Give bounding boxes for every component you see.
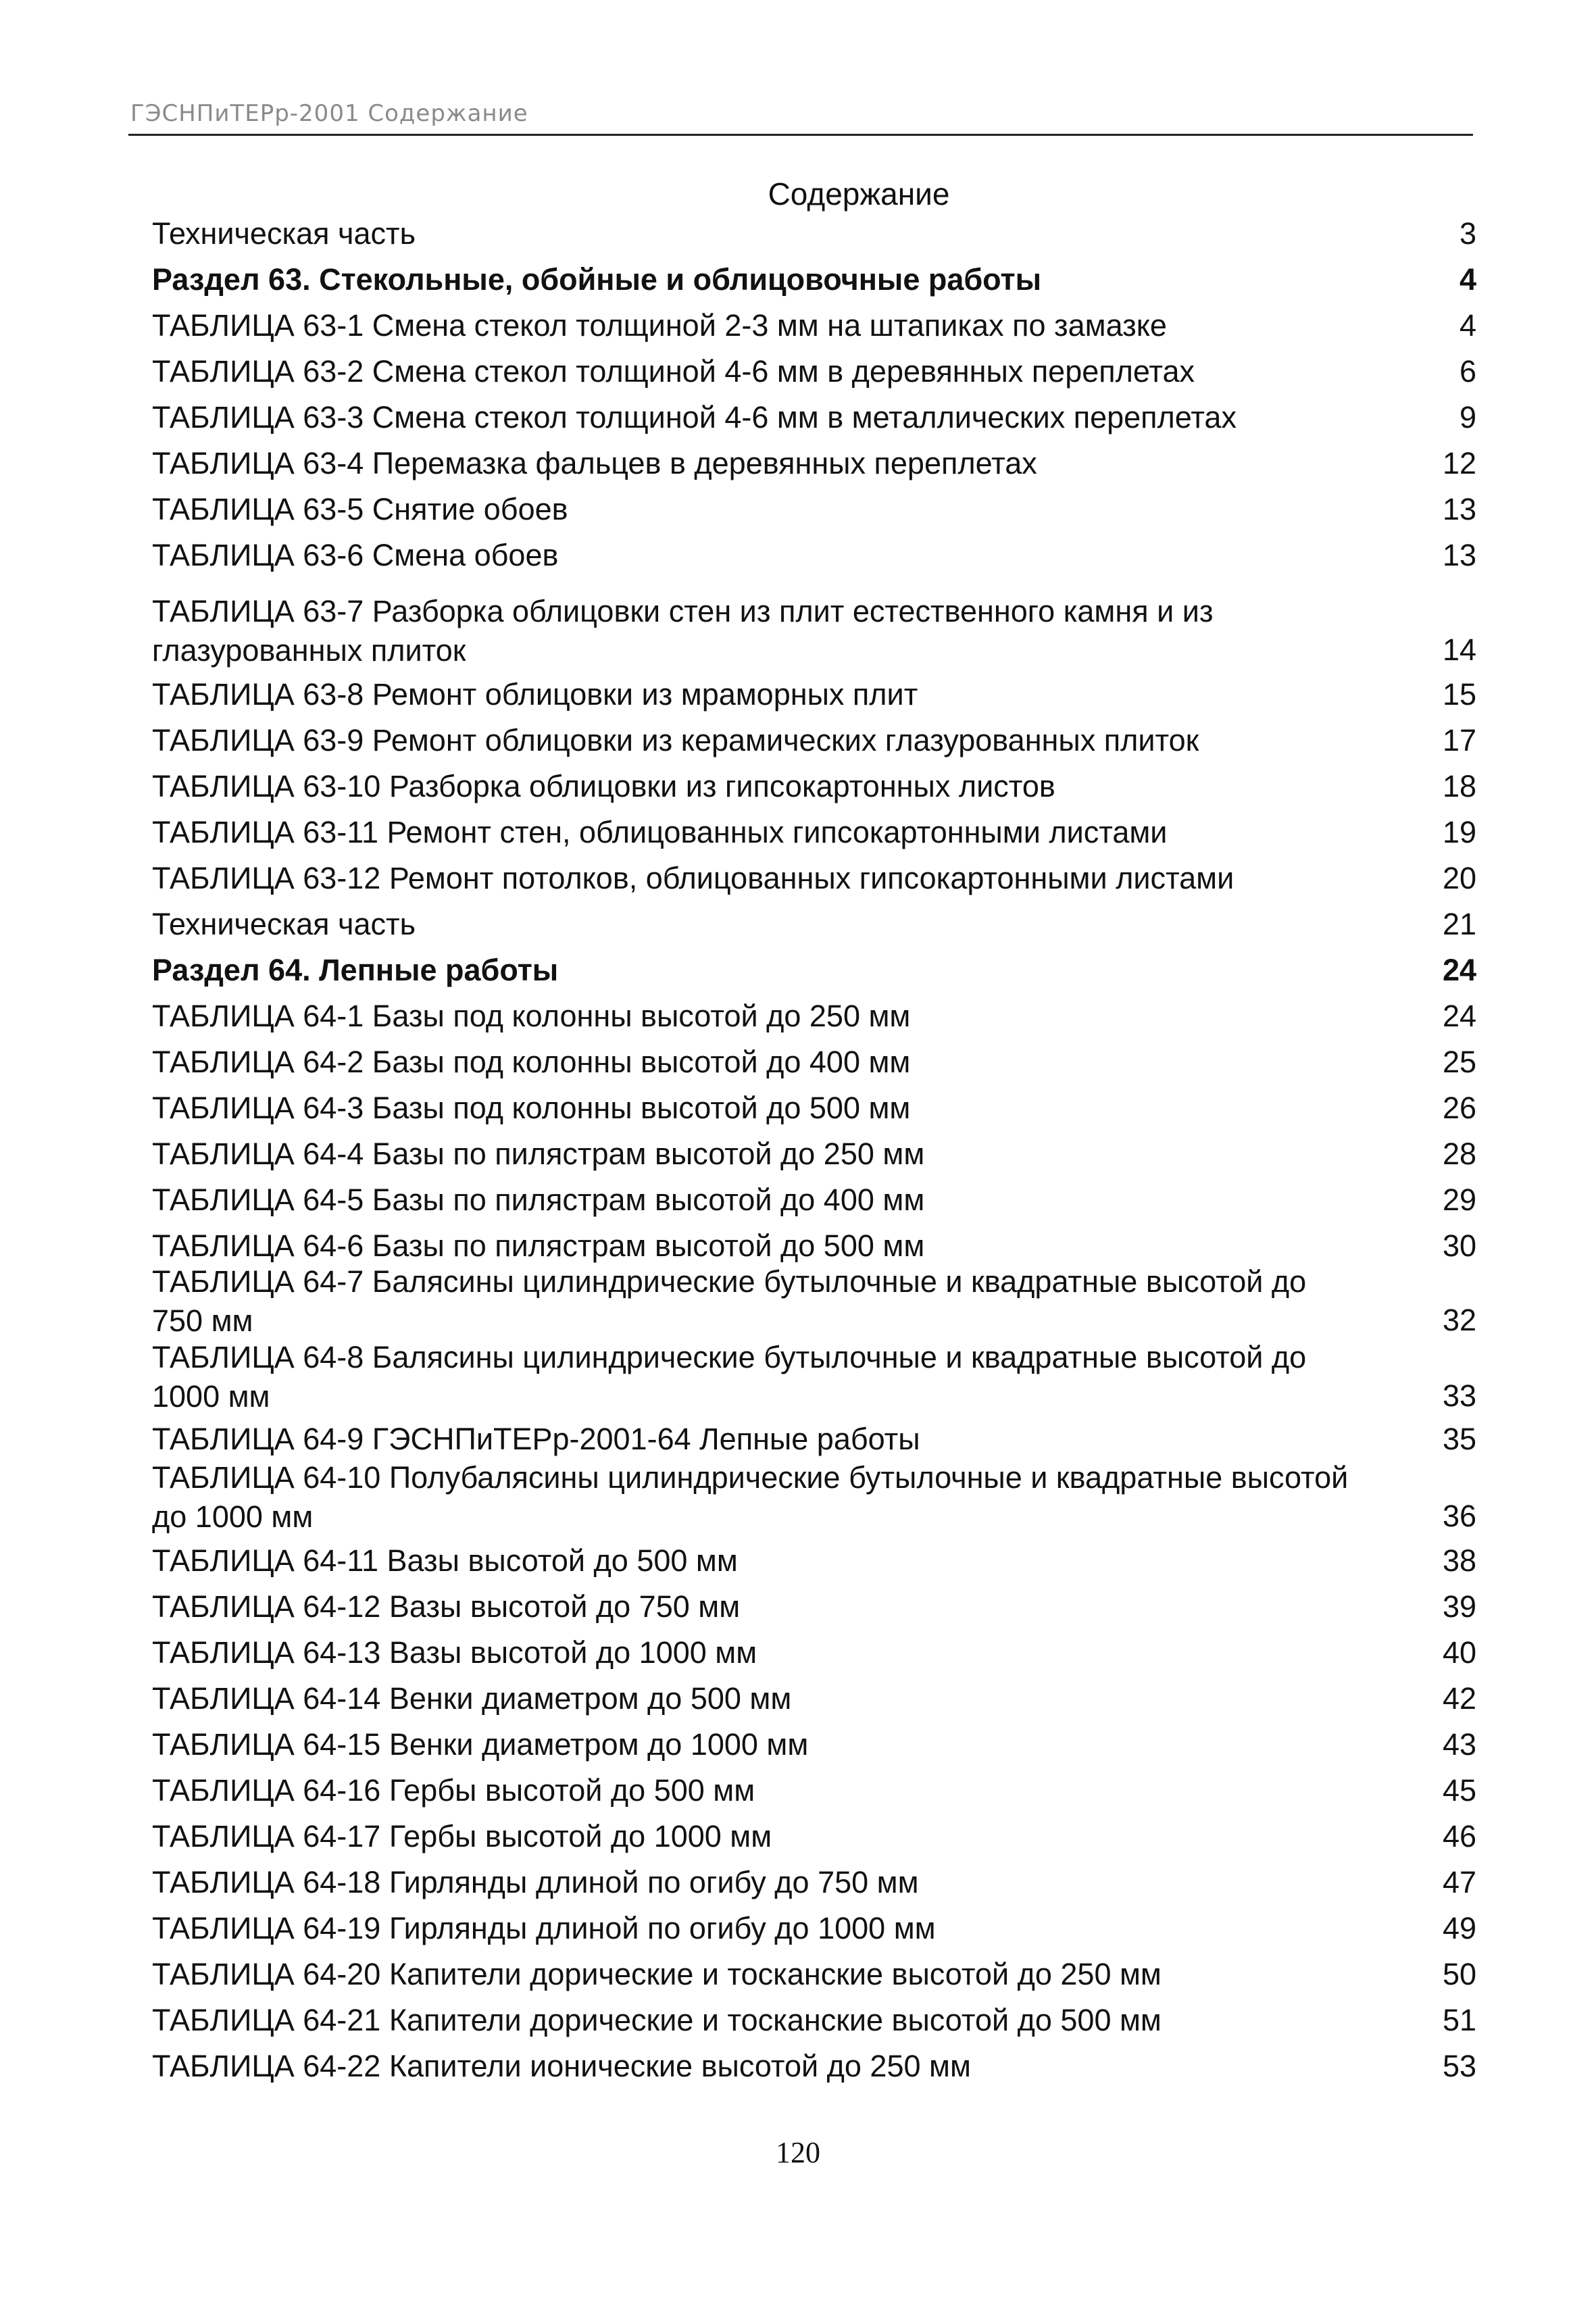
toc-entry-page: 42: [1442, 1681, 1476, 1716]
toc-entry-page: 4: [1459, 308, 1476, 343]
toc-entry-title: ТАБЛИЦА 63-2 Смена стекол толщиной 4-6 мм в деревянных переплетах: [152, 354, 1195, 389]
toc-entry-title: ТАБЛИЦА 64-1 Базы под колонны высотой до 250 мм: [152, 999, 911, 1033]
toc-entry-title: ТАБЛИЦА 64-2 Базы под колонны высотой до 400 мм: [152, 1045, 911, 1079]
toc-entry-page: 38: [1442, 1543, 1476, 1578]
toc-entry-page: 46: [1442, 1819, 1476, 1853]
toc-entry-page: 13: [1442, 538, 1476, 572]
toc-entry-title: ТАБЛИЦА 64-19 Гирлянды длиной по огибу до 1000 мм: [152, 1911, 936, 1945]
toc-entry-page: 39: [1442, 1589, 1476, 1624]
toc-entry-page: 43: [1442, 1727, 1476, 1762]
toc-entry-title: ТАБЛИЦА 63-3 Смена стекол толщиной 4-6 мм в металлических переплетах: [152, 400, 1237, 434]
toc-entry-page: 40: [1442, 1635, 1476, 1670]
toc-entry-page: 32: [1442, 1303, 1476, 1337]
page-number: 120: [776, 2136, 820, 2169]
toc-entry-title: Техническая часть: [152, 907, 416, 941]
toc-entry-title: ТАБЛИЦА 64-18 Гирлянды длиной по огибу до 750 мм: [152, 1865, 919, 1899]
toc-entry-page: 30: [1442, 1228, 1476, 1263]
toc-entry-title: ТАБЛИЦА 64-5 Базы по пилястрам высотой до 400 мм: [152, 1183, 925, 1217]
toc-entry-page: 14: [1442, 632, 1476, 667]
toc-entry-title: ТАБЛИЦА 64-10 Полубалясины цилиндрические бутылочные и квадратные высотой до 1000 мм: [152, 1460, 1349, 1534]
toc-entry-page: 28: [1442, 1137, 1476, 1171]
toc-entry-title: ТАБЛИЦА 64-22 Капители ионические высотой до 250 мм: [152, 2049, 971, 2083]
toc-entry-title: ТАБЛИЦА 63-8 Ремонт облицовки из мраморных плит: [152, 677, 918, 712]
toc-entry-title: ТАБЛИЦА 63-9 Ремонт облицовки из керамических глазурованных плиток: [152, 723, 1199, 757]
toc-entry-page: 20: [1442, 861, 1476, 895]
toc-entry-page: 50: [1442, 1957, 1476, 1991]
toc-entry-page: 6: [1459, 354, 1476, 389]
toc-entry-page: 25: [1442, 1045, 1476, 1079]
toc-entry-page: 24: [1442, 953, 1476, 987]
toc-entry-title: ТАБЛИЦА 64-13 Вазы высотой до 1000 мм: [152, 1635, 757, 1670]
toc-entry-page: 36: [1442, 1499, 1476, 1533]
toc-entry-page: 3: [1459, 216, 1476, 251]
toc-entry-title: ТАБЛИЦА 63-7 Разборка облицовки стен из плит естественного камня и из глазурованных плиток: [152, 594, 1214, 668]
toc-entry-title: ТАБЛИЦА 64-6 Базы по пилястрам высотой до 500 мм: [152, 1228, 925, 1263]
toc-entry-title: ТАБЛИЦА 63-4 Перемазка фальцев в деревянных переплетах: [152, 446, 1037, 480]
toc-entry-title: ТАБЛИЦА 63-10 Разборка облицовки из гипсокартонных листов: [152, 769, 1055, 803]
toc-entry-page: 12: [1442, 446, 1476, 480]
toc-entry-page: 17: [1442, 723, 1476, 757]
toc-entry-title: ТАБЛИЦА 64-11 Вазы высотой до 500 мм: [152, 1543, 738, 1578]
toc-entry-page: 29: [1442, 1183, 1476, 1217]
running-header: ГЭСНПиТЕРр-2001 Содержание: [130, 100, 528, 127]
toc-entry-title: ТАБЛИЦА 64-14 Венки диаметром до 500 мм: [152, 1681, 792, 1716]
toc-entry-page: 45: [1442, 1773, 1476, 1808]
toc-entry-title: ТАБЛИЦА 64-12 Вазы высотой до 750 мм: [152, 1589, 741, 1624]
toc-entry-page: 15: [1442, 677, 1476, 712]
toc-entry-page: 21: [1442, 907, 1476, 941]
toc-entry-title: ТАБЛИЦА 64-20 Капители дорические и тосканские высотой до 250 мм: [152, 1957, 1162, 1991]
toc-entry-title: ТАБЛИЦА 64-7 Балясины цилиндрические бутылочные и квадратные высотой до 750 мм: [152, 1264, 1307, 1338]
page-title-text: Содержание: [768, 176, 950, 211]
toc-entry-page: 4: [1459, 262, 1476, 297]
toc-entry-title: Раздел 63. Стекольные, обойные и облицовочные работы: [152, 262, 1042, 297]
toc-entry-title: ТАБЛИЦА 63-1 Смена стекол толщиной 2-3 мм на штапиках по замазке: [152, 308, 1167, 343]
toc-entry-page: 47: [1442, 1865, 1476, 1899]
toc-entry-page: 13: [1442, 492, 1476, 526]
toc-entry-page: 53: [1442, 2049, 1476, 2083]
toc-entry-page: 35: [1442, 1422, 1476, 1456]
toc-entry-page: 26: [1442, 1091, 1476, 1125]
toc-entry-title: ТАБЛИЦА 64-21 Капители дорические и тосканские высотой до 500 мм: [152, 2003, 1162, 2037]
toc-entry-title: ТАБЛИЦА 63-12 Ремонт потолков, облицованных гипсокартонными листами: [152, 861, 1235, 895]
toc-entry-title: Техническая часть: [152, 216, 416, 251]
toc-entry-title: ТАБЛИЦА 64-16 Гербы высотой до 500 мм: [152, 1773, 755, 1808]
toc-entry-page: 24: [1442, 999, 1476, 1033]
toc-entry-page: 18: [1442, 769, 1476, 803]
toc-entry-page: 49: [1442, 1911, 1476, 1945]
toc-entry-page: 51: [1442, 2003, 1476, 2037]
toc-entry-title: ТАБЛИЦА 64-8 Балясины цилиндрические бутылочные и квадратные высотой до 1000 мм: [152, 1340, 1307, 1414]
toc-entry-page: 19: [1442, 815, 1476, 849]
toc-entry-title: ТАБЛИЦА 64-9 ГЭСНПиТЕРр-2001-64 Лепные работы: [152, 1422, 920, 1456]
toc-entry-title: Раздел 64. Лепные работы: [152, 953, 559, 987]
toc-entry-title: ТАБЛИЦА 64-17 Гербы высотой до 1000 мм: [152, 1819, 772, 1853]
toc-entry-page: 9: [1459, 400, 1476, 434]
toc-entry-title: ТАБЛИЦА 64-3 Базы под колонны высотой до 500 мм: [152, 1091, 911, 1125]
toc-entry-title: ТАБЛИЦА 63-11 Ремонт стен, облицованных гипсокартонными листами: [152, 815, 1168, 849]
toc-entry-title: ТАБЛИЦА 63-6 Смена обоев: [152, 538, 559, 572]
toc-entry-title: ТАБЛИЦА 63-5 Снятие обоев: [152, 492, 568, 526]
toc-entry-page: 33: [1442, 1378, 1476, 1413]
toc-entry-title: ТАБЛИЦА 64-4 Базы по пилястрам высотой до 250 мм: [152, 1137, 925, 1171]
toc-entry-title: ТАБЛИЦА 64-15 Венки диаметром до 1000 мм: [152, 1727, 809, 1762]
